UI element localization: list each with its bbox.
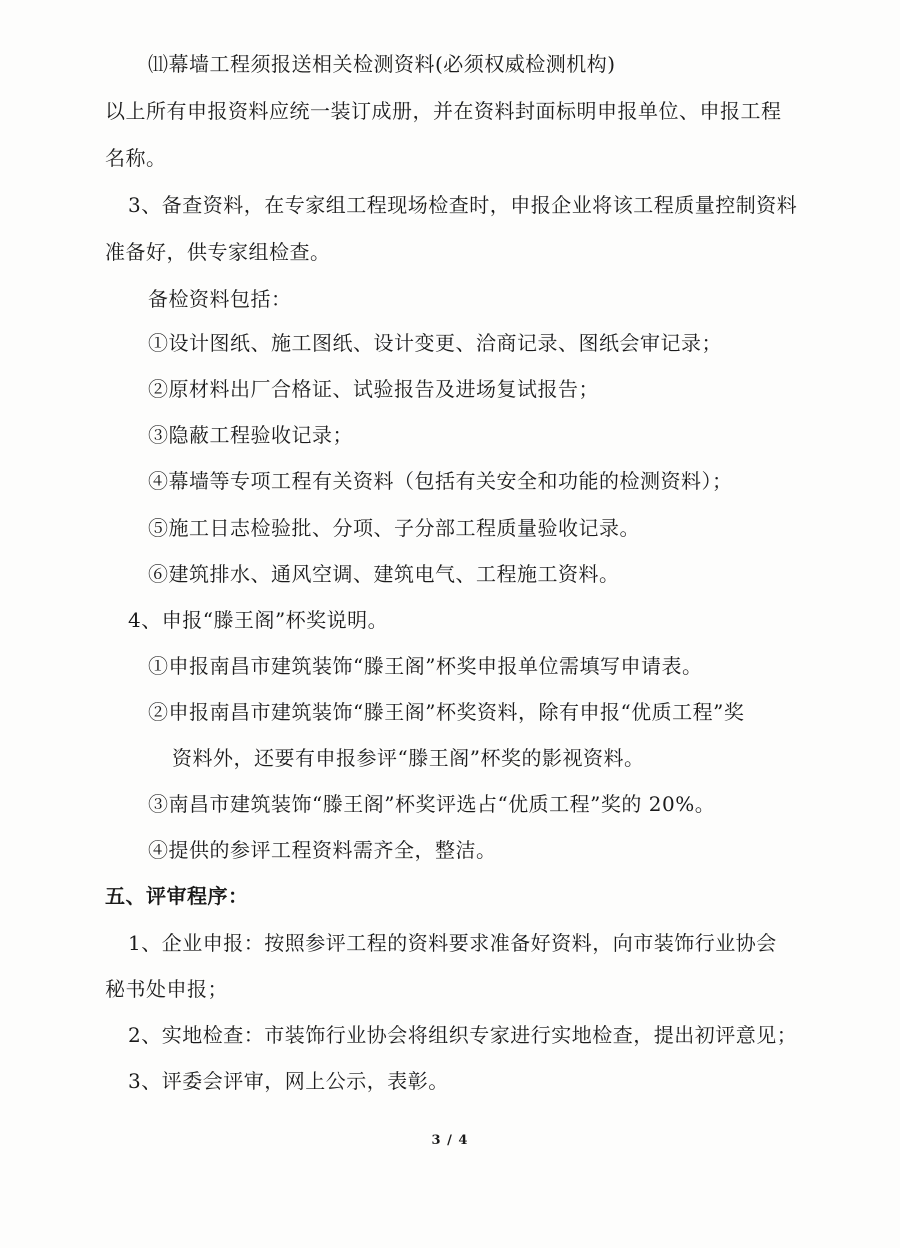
- list-item-2-materials: ②原材料出厂合格证、试验报告及进场复试报告；: [148, 377, 599, 401]
- text-line-backup-materials: 3、备查资料，在专家组工程现场检查时，申报企业将该工程质量控制资料: [128, 193, 798, 217]
- procedure-3-review: 3、评委会评审，网上公示，表彰。: [128, 1069, 449, 1093]
- text-line-name: 名称。: [105, 146, 167, 170]
- list-item-5-construction-log: ⑤施工日志检验批、分项、子分部工程质量验收记录。: [148, 516, 640, 540]
- section-4-award-heading: 4、申报“滕王阁”杯奖说明。: [128, 608, 389, 632]
- list-item-4-curtain-wall: ④幕墙等专项工程有关资料（包括有关安全和功能的检测资料）；: [148, 469, 733, 493]
- list-item-6-drainage: ⑥建筑排水、通风空调、建筑电气、工程施工资料。: [148, 562, 620, 586]
- list-item-3-hidden-works: ③隐蔽工程验收记录；: [148, 423, 353, 447]
- page-number: 3 / 4: [431, 1133, 469, 1148]
- procedure-2-site-inspection: 2、实地检查：市装饰行业协会将组织专家进行实地检查，提出初评意见；: [128, 1023, 798, 1047]
- award-item-2-continuation: 资料外，还要有申报参评“滕王阁”杯奖的影视资料。: [172, 746, 645, 770]
- award-item-4-complete: ④提供的参评工程资料需齐全，整洁。: [148, 838, 497, 862]
- award-item-2-materials: ②申报南昌市建筑装饰“滕王阁”杯奖资料，除有申报“优质工程”奖: [148, 700, 745, 724]
- section-5-heading: 五、评审程序：: [105, 884, 249, 908]
- procedure-1-application: 1、企业申报：按照参评工程的资料要求准备好资料，向市装饰行业协会: [128, 931, 777, 955]
- text-line-prepare-for-experts: 准备好，供专家组检查。: [105, 240, 331, 264]
- award-item-1-application: ①申报南昌市建筑装饰“滕王阁”杯奖申报单位需填写申请表。: [148, 654, 703, 678]
- procedure-1-continuation: 秘书处申报；: [105, 977, 228, 1001]
- award-item-3-ratio: ③南昌市建筑装饰“滕王阁”杯奖评选占“优质工程”奖的 20%。: [148, 792, 716, 816]
- text-line-backup-includes: 备检资料包括：: [148, 287, 292, 311]
- text-line-binding-requirement: 以上所有申报资料应统一装订成册，并在资料封面标明申报单位、申报工程: [105, 99, 782, 123]
- text-line-11-curtain-wall: ⑾幕墙工程须报送相关检测资料(必须权威检测机构): [148, 52, 616, 76]
- list-item-1-drawings: ①设计图纸、施工图纸、设计变更、洽商记录、图纸会审记录；: [148, 331, 722, 355]
